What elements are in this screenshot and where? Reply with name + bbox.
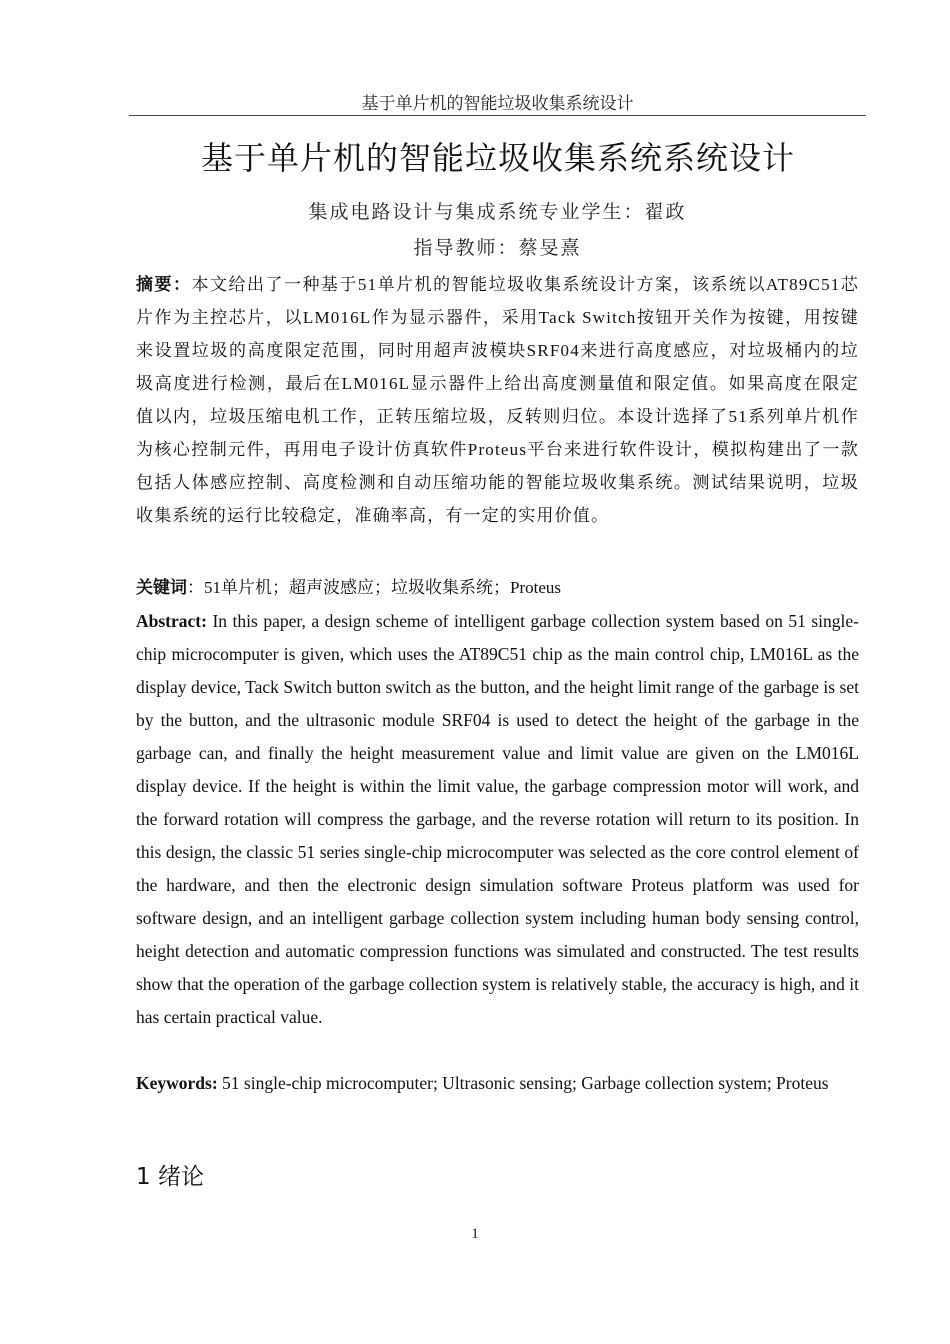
- paper-title: 基于单片机的智能垃圾收集系统系统设计: [200, 139, 795, 177]
- abstract-chinese-text: 本文给出了一种基于51单片机的智能垃圾收集系统设计方案，该系统以AT89C51芯片作为主控芯片，以LM016L作为显示器件，采用Tack Switch按钮开关作为按键，用按键来设置垃圾的高度限定范围，同时用超声波模块SRF04来进行高度感应，对垃圾桶内的垃圾高度进行检测，最后在LM016L显示器件上给出高度测量值和限定值。如果高度在限定值以内，垃圾压缩电机工作，正转压缩垃圾，反转则归位。本设计选择了51系列单片机作为核心控制元件，再用电子设计仿真软件Proteus平台来进行软件设计，模拟构建出了一款包括人体感应控制、高度检测和自动压缩功能的智能垃圾收集系统。测试结果说明，垃圾收集系统的运行比较稳定，准确率高，有一定的实用价值。: [136, 275, 859, 525]
- abstract-chinese-label: 摘要：: [136, 275, 192, 294]
- keywords-chinese-text: ：51单片机；超声波感应；垃圾收集系统；Proteus: [187, 578, 561, 597]
- author-line: 集成电路设计与集成系统专业学生：翟政: [308, 201, 687, 223]
- running-header: 基于单片机的智能垃圾收集系统设计: [129, 93, 866, 116]
- abstract-chinese: [136, 268, 859, 532]
- keywords-english-label: Keywords:: [136, 1073, 218, 1093]
- section-heading: 1 绪论: [136, 1164, 204, 1190]
- keywords-chinese-label: 关键词: [136, 578, 187, 597]
- page-number: 1: [471, 1226, 479, 1242]
- abstract-english-label: Abstract:: [136, 611, 207, 631]
- keywords-english: [136, 1067, 859, 1100]
- abstract-english: [136, 605, 859, 1034]
- advisor-line: 指导教师：蔡旻熹: [413, 237, 582, 259]
- keywords-chinese: [136, 573, 859, 603]
- abstract-english-text: In this paper, a design scheme of intelligent garbage collection system based on 51 single-chip microcomputer is given, which uses the AT89C51 chip as the main control chip, LM016L as the display device, Tack Switch button switch as the button, and the height limit range of the garbage is set by the button, and the ultrasonic module SRF04 is used to detect the height of the garbage in the garbage can, and finally the height measurement value and limit value are given on the LM016L display device. If the height is within the limit value, the garbage compression motor will work, and the forward rotation will compress the garbage, and the reverse rotation will return to its position. In this design, the classic 51 series single-chip microcomputer was selected as the core control element of the hardware, and then the electronic design simulation software Proteus platform was used for software design, and an intelligent garbage collection system including human body sensing control, height detection and automatic compression functions was simulated and constructed. The test results show that the operation of the garbage collection system is relatively stable, the accuracy is high, and it has certain practical value.: [136, 611, 859, 1027]
- keywords-english-text: 51 single-chip microcomputer; Ultrasonic sensing; Garbage collection system; Proteus: [217, 1073, 829, 1093]
